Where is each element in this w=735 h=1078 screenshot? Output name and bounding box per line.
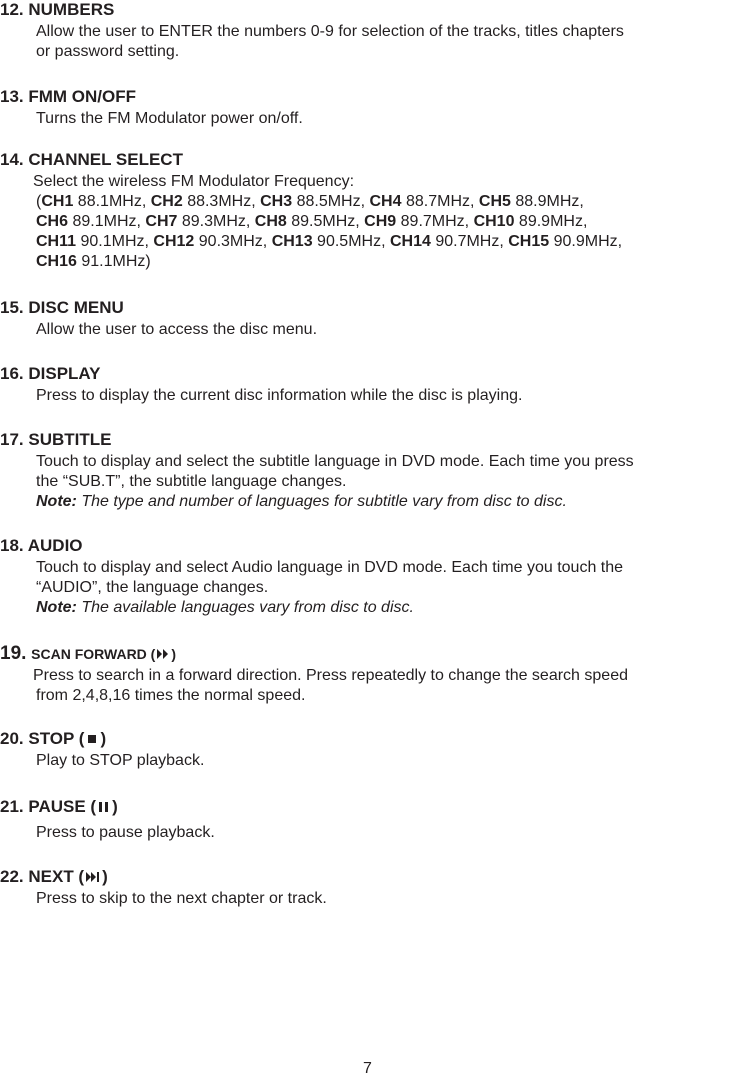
section-subtitle — [0, 430, 735, 512]
section-heading: 14. CHANNEL SELECT — [0, 150, 183, 169]
section-heading: 22. NEXT ( ) — [0, 867, 108, 886]
channel-line: CH11 90.1MHz, CH12 90.3MHz, CH13 90.5MHz, CH14 90.7MHz, CH15 90.9MHz, — [36, 233, 623, 250]
section-channel-select — [0, 150, 735, 272]
note: Note: The type and number of languages for subtitle vary from disc to disc. — [36, 493, 567, 510]
section-fmm-on-off — [0, 87, 735, 129]
scan-forward-icon — [155, 647, 171, 661]
section-audio — [0, 536, 735, 618]
section-heading: 16. DISPLAY — [0, 364, 101, 383]
section-disc-menu — [0, 298, 735, 340]
section-body: Press to display the current disc information while the disc is playing. — [36, 387, 523, 404]
channel-list — [36, 192, 735, 272]
section-scan-forward — [0, 644, 735, 706]
section-body: Touch to display and select the subtitle language in DVD mode. Each time you press the “SUB.T”, the subtitle language changes. Note: The type and number of languages for subtitle vary from disc to disc. — [36, 452, 735, 512]
section-heading: 17. SUBTITLE — [0, 430, 112, 449]
section-heading: 19. SCAN FORWARD ( ) — [0, 643, 177, 664]
section-heading: 20. STOP ( ) — [0, 729, 107, 748]
channel-line: CH6 89.1MHz, CH7 89.3MHz, CH8 89.5MHz, CH9 89.7MHz, CH10 89.9MHz, — [36, 213, 588, 230]
section-stop — [0, 729, 735, 771]
section-body: Play to STOP playback. — [36, 752, 205, 769]
section-body: Touch to display and select Audio language in DVD mode. Each time you touch the “AUDIO”, the language changes. Note: The available languages vary from disc to disc. — [36, 558, 735, 618]
channel-line: (CH1 88.1MHz, CH2 88.3MHz, CH3 88.5MHz, CH4 88.7MHz, CH5 88.9MHz, — [36, 193, 584, 210]
stop-icon — [84, 732, 100, 746]
section-body: Select the wireless FM Modulator Frequency: (CH1 88.1MHz, CH2 88.3MHz, CH3 88.5MHz, CH4 88.7MHz, CH5 88.9MHz, CH6 89.1MHz, CH7 89.3MHz, CH8 89.5MHz, CH9 89.7MHz, CH10 89.9MHz, CH11 90.1MHz, CH12 90.3MHz, CH13 90.5MHz, CH14 90.7MHz, CH15 90.9MHz, CH16 91.1MHz) — [33, 172, 735, 272]
channel-line: CH16 91.1MHz) — [36, 253, 151, 270]
next-icon — [84, 870, 102, 884]
section-body: Allow the user to ENTER the numbers 0-9 for selection of the tracks, titles chapters or password setting. — [36, 23, 624, 60]
pause-icon — [96, 800, 112, 814]
page-number: 7 — [363, 1060, 372, 1077]
section-next — [0, 867, 735, 909]
section-numbers — [0, 0, 735, 62]
section-body: Press to skip to the next chapter or track. — [36, 890, 327, 907]
section-heading: 18. AUDIO — [0, 536, 83, 555]
section-heading: 13. FMM ON/OFF — [0, 87, 137, 106]
section-heading: 12. NUMBERS — [0, 0, 115, 19]
section-heading: 21. PAUSE ( ) — [0, 797, 118, 816]
section-body: Press to pause playback. — [36, 824, 215, 841]
note: Note: The available languages vary from disc to disc. — [36, 599, 414, 616]
section-body: Allow the user to access the disc menu. — [36, 321, 318, 338]
section-pause — [0, 797, 735, 843]
section-body: Press to search in a forward direction. Press repeatedly to change the search speed from 2,4,8,16 times the normal speed. — [33, 667, 628, 704]
section-body: Turns the FM Modulator power on/off. — [36, 110, 303, 127]
section-heading: 15. DISC MENU — [0, 298, 124, 317]
section-display — [0, 364, 735, 406]
